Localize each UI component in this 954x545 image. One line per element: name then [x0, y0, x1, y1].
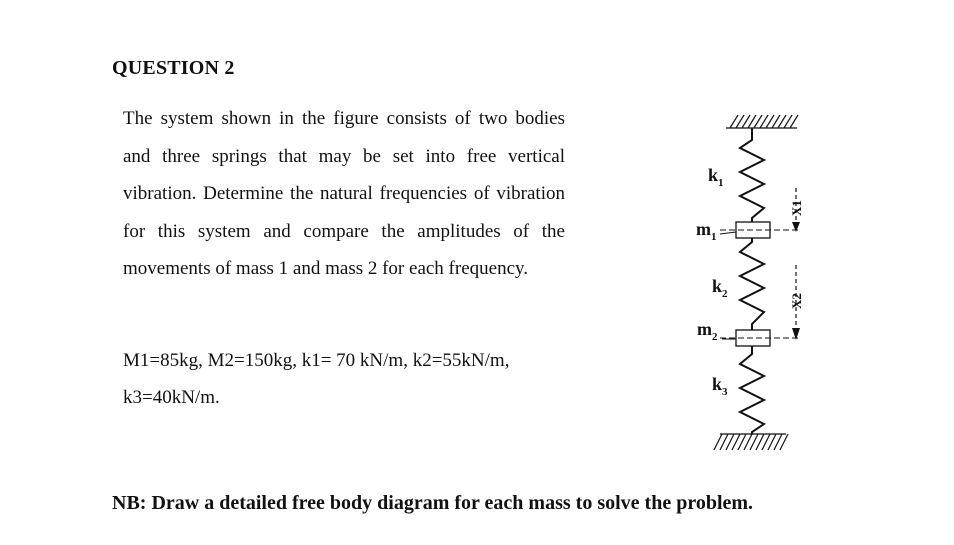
m2-label: $m_2$ [697, 319, 718, 343]
spring-mass-figure [680, 100, 820, 465]
note-text: NB: Draw a detailed free body diagram for each mass to solve the problem. [112, 492, 754, 514]
given-values-line-2: k3=40kN/m. [123, 387, 220, 408]
given-values [123, 342, 583, 416]
x2-label: X2 [789, 293, 804, 309]
k1-label: $k_1$ [708, 165, 724, 189]
displacement-x2 [789, 265, 804, 340]
spring-k2 [740, 238, 764, 330]
spring-k3 [740, 346, 764, 434]
x1-label: X1 [789, 200, 804, 216]
k3-label: $k_3$ [712, 374, 728, 398]
displacement-x1 [789, 188, 804, 232]
m1-label-leader [720, 232, 736, 234]
spring-k1 [740, 128, 764, 222]
m1-label: $m_1$ [696, 219, 717, 243]
bottom-ground [714, 434, 788, 450]
question-title: QUESTION 2 [112, 57, 235, 79]
k2-label: $k_2$ [712, 276, 728, 300]
problem-statement: The system shown in the figure consists of two bodies and three springs that may be set into free vertical vibration. Determine the natural frequencies of vibration for this system and compare the amplitudes of the movements of mass 1 and mass 2 for each frequency. [123, 108, 565, 279]
given-values-line-1: M1=85kg, M2=150kg, k1= 70 kN/m, k2=55kN/m, [123, 350, 510, 371]
top-ground [726, 115, 798, 128]
